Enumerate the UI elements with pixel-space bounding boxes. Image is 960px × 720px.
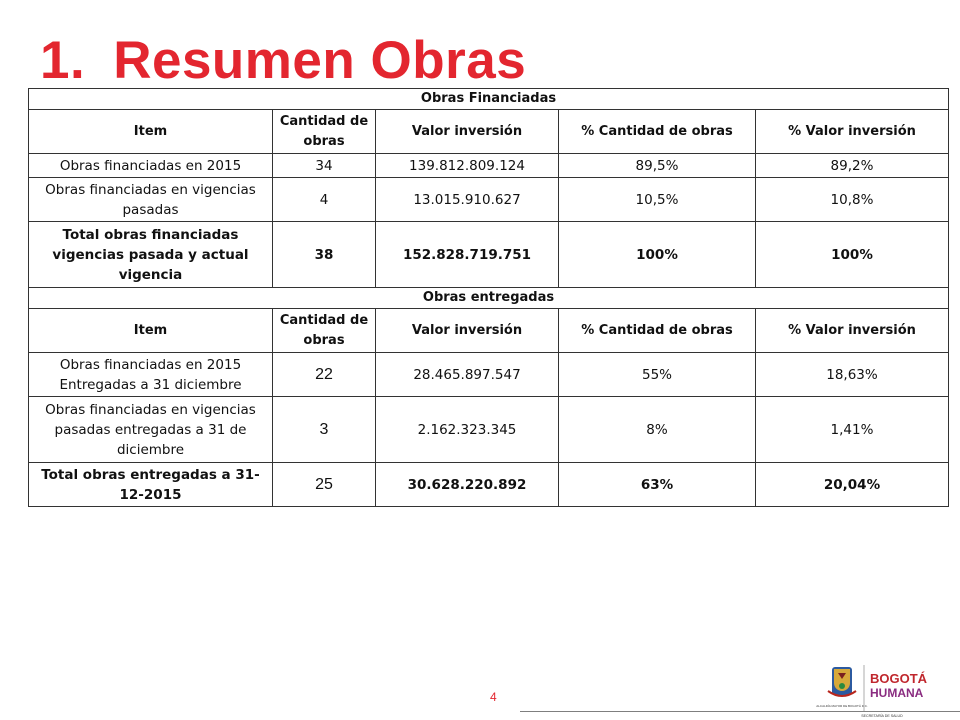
cell-cantidad: 25 — [273, 463, 376, 507]
brand-line2-text: HUMANA — [870, 686, 924, 700]
cell-pct-valor: 1,41% — [756, 397, 949, 463]
cell-valor: 2.162.323.345 — [376, 397, 559, 463]
header-pct-valor: % Valor inversión — [756, 309, 949, 353]
header-pct-cantidad: % Cantidad de obras — [559, 309, 756, 353]
table-row — [29, 353, 949, 397]
cell-pct-cantidad: 8% — [559, 397, 756, 463]
table-row — [29, 178, 949, 222]
title-text: Resumen Obras — [113, 31, 527, 90]
header-item: Item — [29, 110, 273, 154]
page-number: 4 — [490, 690, 497, 704]
cell-item: Obras financiadas en vigencias pasadas entregadas a 31 de diciembre — [29, 397, 273, 463]
total-row — [29, 463, 949, 507]
section-title-financiadas: Obras Financiadas — [29, 89, 949, 110]
brand-line1-text: BOGOTÁ — [870, 671, 928, 686]
cell-item: Total obras entregadas a 31-12-2015 — [29, 463, 273, 507]
bogota-humana-logo — [816, 661, 938, 720]
header-cantidad: Cantidad de obras — [273, 110, 376, 154]
header-cantidad: Cantidad de obras — [273, 309, 376, 353]
cell-cantidad: 4 — [273, 178, 376, 222]
cell-cantidad: 38 — [273, 222, 376, 288]
cell-pct-cantidad: 89,5% — [559, 154, 756, 178]
table-row — [29, 397, 949, 463]
cell-pct-cantidad: 100% — [559, 222, 756, 288]
department-text: SECRETARÍA DE SALUD — [861, 714, 903, 718]
section-header-row — [29, 288, 949, 309]
cell-cantidad: 34 — [273, 154, 376, 178]
cell-item: Obras financiadas en vigencias pasadas — [29, 178, 273, 222]
cell-valor: 30.628.220.892 — [376, 463, 559, 507]
city-name-text: ALCALDÍA MAYOR DE BOGOTÁ D.C. — [816, 704, 868, 708]
cell-item: Obras financiadas en 2015 Entregadas a 31 diciembre — [29, 353, 273, 397]
cell-pct-valor: 89,2% — [756, 154, 949, 178]
cell-pct-cantidad: 10,5% — [559, 178, 756, 222]
cell-valor: 152.828.719.751 — [376, 222, 559, 288]
cell-pct-valor: 20,04% — [756, 463, 949, 507]
cell-valor: 139.812.809.124 — [376, 154, 559, 178]
cell-pct-cantidad: 55% — [559, 353, 756, 397]
cell-valor: 28.465.897.547 — [376, 353, 559, 397]
cell-pct-valor: 18,63% — [756, 353, 949, 397]
section-header-row — [29, 89, 949, 110]
header-pct-cantidad: % Cantidad de obras — [559, 110, 756, 154]
table-row — [29, 154, 949, 178]
column-header-row — [29, 309, 949, 353]
header-pct-valor: % Valor inversión — [756, 110, 949, 154]
title-number: 1. — [40, 31, 86, 90]
header-item: Item — [29, 309, 273, 353]
cell-pct-valor: 10,8% — [756, 178, 949, 222]
total-row — [29, 222, 949, 288]
cell-item: Obras financiadas en 2015 — [29, 154, 273, 178]
cell-valor: 13.015.910.627 — [376, 178, 559, 222]
cell-item: Total obras financiadas vigencias pasada y actual vigencia — [29, 222, 273, 288]
section-title-entregadas: Obras entregadas — [29, 288, 949, 309]
header-valor: Valor inversión — [376, 309, 559, 353]
column-header-row — [29, 110, 949, 154]
cell-pct-valor: 100% — [756, 222, 949, 288]
cell-cantidad: 22 — [273, 353, 376, 397]
cell-cantidad: 3 — [273, 397, 376, 463]
page-title — [40, 30, 526, 91]
coat-of-arms-icon — [828, 667, 856, 696]
header-valor: Valor inversión — [376, 110, 559, 154]
cell-pct-cantidad: 63% — [559, 463, 756, 507]
summary-table — [28, 88, 949, 507]
